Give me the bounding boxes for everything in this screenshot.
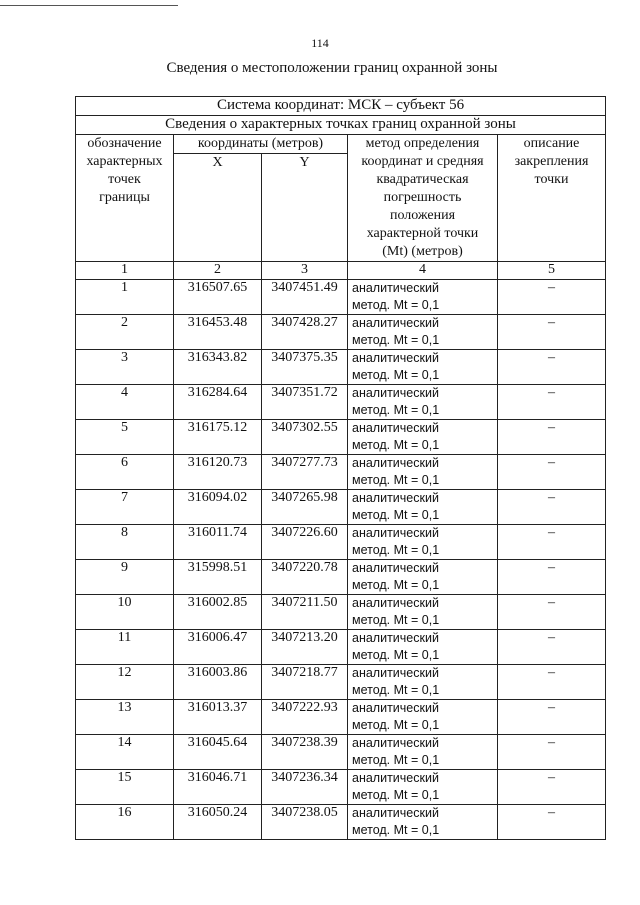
method-cell xyxy=(348,595,498,630)
method-line: метод. Mt = 0,1 xyxy=(352,683,440,697)
x-coordinate-cell: 316050.24 xyxy=(174,805,262,840)
header-line: точки xyxy=(534,172,569,187)
method-line: метод. Mt = 0,1 xyxy=(352,823,440,837)
coordinate-system-row xyxy=(76,97,606,116)
method-line: метод. Mt = 0,1 xyxy=(352,473,440,487)
fixation-description-cell: – xyxy=(498,630,606,665)
column-number: 3 xyxy=(262,262,348,280)
method-line: метод. Mt = 0,1 xyxy=(352,333,440,347)
method-line: метод. Mt = 0,1 xyxy=(352,648,440,662)
fixation-description-header xyxy=(498,135,606,262)
method-line: аналитический xyxy=(352,596,439,610)
data-rows xyxy=(76,280,606,840)
point-number-cell: 5 xyxy=(76,420,174,455)
method-cell xyxy=(348,665,498,700)
y-coordinate-cell: 3407428.27 xyxy=(262,315,348,350)
point-number-cell: 8 xyxy=(76,525,174,560)
header-line: описание xyxy=(523,136,580,151)
method-cell xyxy=(348,420,498,455)
point-number-cell: 3 xyxy=(76,350,174,385)
y-coordinate-cell: 3407226.60 xyxy=(262,525,348,560)
method-line: аналитический xyxy=(352,316,439,330)
method-cell xyxy=(348,560,498,595)
header-line: погрешность xyxy=(383,190,462,205)
point-number-cell: 13 xyxy=(76,700,174,735)
method-line: аналитический xyxy=(352,771,439,785)
method-cell xyxy=(348,630,498,665)
y-coordinate-cell: 3407351.72 xyxy=(262,385,348,420)
table-row xyxy=(76,735,606,770)
fixation-description-cell: – xyxy=(498,420,606,455)
method-line: аналитический xyxy=(352,386,439,400)
column-number: 2 xyxy=(174,262,262,280)
header-line: характерных xyxy=(86,154,163,169)
x-coordinate-cell: 316002.85 xyxy=(174,595,262,630)
fixation-description-cell: – xyxy=(498,595,606,630)
x-coordinate-cell: 316175.12 xyxy=(174,420,262,455)
x-column-header: X xyxy=(174,154,262,262)
fixation-description-cell: – xyxy=(498,315,606,350)
point-number-cell: 7 xyxy=(76,490,174,525)
table-row xyxy=(76,595,606,630)
x-coordinate-cell: 316343.82 xyxy=(174,350,262,385)
header-line: положения xyxy=(389,208,456,223)
table-row xyxy=(76,700,606,735)
table-row xyxy=(76,490,606,525)
x-coordinate-cell: 316507.65 xyxy=(174,280,262,315)
method-cell xyxy=(348,315,498,350)
x-coordinate-cell: 316045.64 xyxy=(174,735,262,770)
method-line: метод. Mt = 0,1 xyxy=(352,613,440,627)
fixation-description-cell: – xyxy=(498,770,606,805)
method-line: аналитический xyxy=(352,701,439,715)
column-header-row xyxy=(76,135,606,154)
point-number-cell: 15 xyxy=(76,770,174,805)
method-line: метод. Mt = 0,1 xyxy=(352,718,440,732)
table-row xyxy=(76,525,606,560)
column-number: 5 xyxy=(498,262,606,280)
point-number-cell: 14 xyxy=(76,735,174,770)
method-line: метод. Mt = 0,1 xyxy=(352,403,440,417)
method-cell xyxy=(348,805,498,840)
coordinate-system-header: Система координат: МСК – субъект 56 xyxy=(76,97,606,116)
table-row xyxy=(76,560,606,595)
method-line: аналитический xyxy=(352,421,439,435)
info-row xyxy=(76,116,606,135)
y-coordinate-cell: 3407220.78 xyxy=(262,560,348,595)
method-cell xyxy=(348,770,498,805)
method-line: аналитический xyxy=(352,666,439,680)
point-number-cell: 10 xyxy=(76,595,174,630)
table-row xyxy=(76,315,606,350)
y-coordinate-cell: 3407211.50 xyxy=(262,595,348,630)
coordinates-header: координаты (метров) xyxy=(174,135,348,154)
x-coordinate-cell: 316120.73 xyxy=(174,455,262,490)
fixation-description-cell: – xyxy=(498,490,606,525)
header-line: точек xyxy=(108,172,141,187)
point-number-cell: 2 xyxy=(76,315,174,350)
method-header xyxy=(348,135,498,262)
column-number-row xyxy=(76,262,606,280)
method-line: аналитический xyxy=(352,806,439,820)
method-line: аналитический xyxy=(352,526,439,540)
method-cell xyxy=(348,455,498,490)
top-rule xyxy=(0,5,178,6)
table-row xyxy=(76,805,606,840)
point-number-cell: 11 xyxy=(76,630,174,665)
header-line: квадратическая xyxy=(376,172,469,187)
header-line: границы xyxy=(99,190,150,205)
y-coordinate-cell: 3407375.35 xyxy=(262,350,348,385)
header-line: характерной точки xyxy=(366,226,479,241)
x-coordinate-cell: 316011.74 xyxy=(174,525,262,560)
header-line: закрепления xyxy=(514,154,589,169)
x-coordinate-cell: 316094.02 xyxy=(174,490,262,525)
fixation-description-cell: – xyxy=(498,665,606,700)
method-cell xyxy=(348,735,498,770)
document-title: Сведения о местоположении границ охранной зоны xyxy=(166,60,498,76)
y-coordinate-cell: 3407265.98 xyxy=(262,490,348,525)
method-line: метод. Mt = 0,1 xyxy=(352,368,440,382)
method-line: метод. Mt = 0,1 xyxy=(352,543,440,557)
table-row xyxy=(76,280,606,315)
method-cell xyxy=(348,490,498,525)
x-coordinate-cell: 316046.71 xyxy=(174,770,262,805)
y-coordinate-cell: 3407236.34 xyxy=(262,770,348,805)
method-line: аналитический xyxy=(352,631,439,645)
y-column-header: Y xyxy=(262,154,348,262)
point-number-cell: 6 xyxy=(76,455,174,490)
fixation-description-cell: – xyxy=(498,735,606,770)
method-line: метод. Mt = 0,1 xyxy=(352,298,440,312)
method-cell xyxy=(348,280,498,315)
method-line: аналитический xyxy=(352,351,439,365)
x-coordinate-cell: 316006.47 xyxy=(174,630,262,665)
boundary-info-header: Сведения о характерных точках границ охранной зоны xyxy=(76,116,606,135)
boundary-points-table xyxy=(75,96,606,840)
column-number: 4 xyxy=(348,262,498,280)
x-coordinate-cell: 316013.37 xyxy=(174,700,262,735)
method-cell xyxy=(348,525,498,560)
point-number-cell: 4 xyxy=(76,385,174,420)
method-cell xyxy=(348,385,498,420)
header-line: обозначение xyxy=(87,136,162,151)
point-number-cell: 1 xyxy=(76,280,174,315)
fixation-description-cell: – xyxy=(498,560,606,595)
method-cell xyxy=(348,350,498,385)
fixation-description-cell: – xyxy=(498,700,606,735)
method-line: аналитический xyxy=(352,281,439,295)
table-row xyxy=(76,350,606,385)
fixation-description-cell: – xyxy=(498,350,606,385)
y-coordinate-cell: 3407277.73 xyxy=(262,455,348,490)
method-line: метод. Mt = 0,1 xyxy=(352,753,440,767)
fixation-description-cell: – xyxy=(498,525,606,560)
y-coordinate-cell: 3407213.20 xyxy=(262,630,348,665)
header-line: метод определения xyxy=(365,136,480,151)
header-line: (Mt) (метров) xyxy=(382,244,463,259)
header-line: координат и средняя xyxy=(361,154,484,169)
table-row xyxy=(76,665,606,700)
method-cell xyxy=(348,700,498,735)
column-number: 1 xyxy=(76,262,174,280)
method-line: аналитический xyxy=(352,561,439,575)
y-coordinate-cell: 3407238.05 xyxy=(262,805,348,840)
method-line: метод. Mt = 0,1 xyxy=(352,788,440,802)
method-line: метод. Mt = 0,1 xyxy=(352,438,440,452)
method-line: аналитический xyxy=(352,736,439,750)
x-coordinate-cell: 315998.51 xyxy=(174,560,262,595)
point-number-cell: 16 xyxy=(76,805,174,840)
fixation-description-cell: – xyxy=(498,455,606,490)
x-coordinate-cell: 316284.64 xyxy=(174,385,262,420)
method-line: метод. Mt = 0,1 xyxy=(352,508,440,522)
fixation-description-cell: – xyxy=(498,280,606,315)
y-coordinate-cell: 3407218.77 xyxy=(262,665,348,700)
y-coordinate-cell: 3407451.49 xyxy=(262,280,348,315)
y-coordinate-cell: 3407222.93 xyxy=(262,700,348,735)
method-line: аналитический xyxy=(352,456,439,470)
fixation-description-cell: – xyxy=(498,805,606,840)
fixation-description-cell: – xyxy=(498,385,606,420)
point-number-cell: 9 xyxy=(76,560,174,595)
point-designation-header xyxy=(76,135,174,262)
x-coordinate-cell: 316453.48 xyxy=(174,315,262,350)
table-row xyxy=(76,385,606,420)
table-row xyxy=(76,420,606,455)
table-row xyxy=(76,770,606,805)
x-coordinate-cell: 316003.86 xyxy=(174,665,262,700)
point-number-cell: 12 xyxy=(76,665,174,700)
table-row xyxy=(76,630,606,665)
y-coordinate-cell: 3407302.55 xyxy=(262,420,348,455)
method-line: метод. Mt = 0,1 xyxy=(352,578,440,592)
y-coordinate-cell: 3407238.39 xyxy=(262,735,348,770)
page-number: 114 xyxy=(311,36,329,50)
method-line: аналитический xyxy=(352,491,439,505)
table-row xyxy=(76,455,606,490)
